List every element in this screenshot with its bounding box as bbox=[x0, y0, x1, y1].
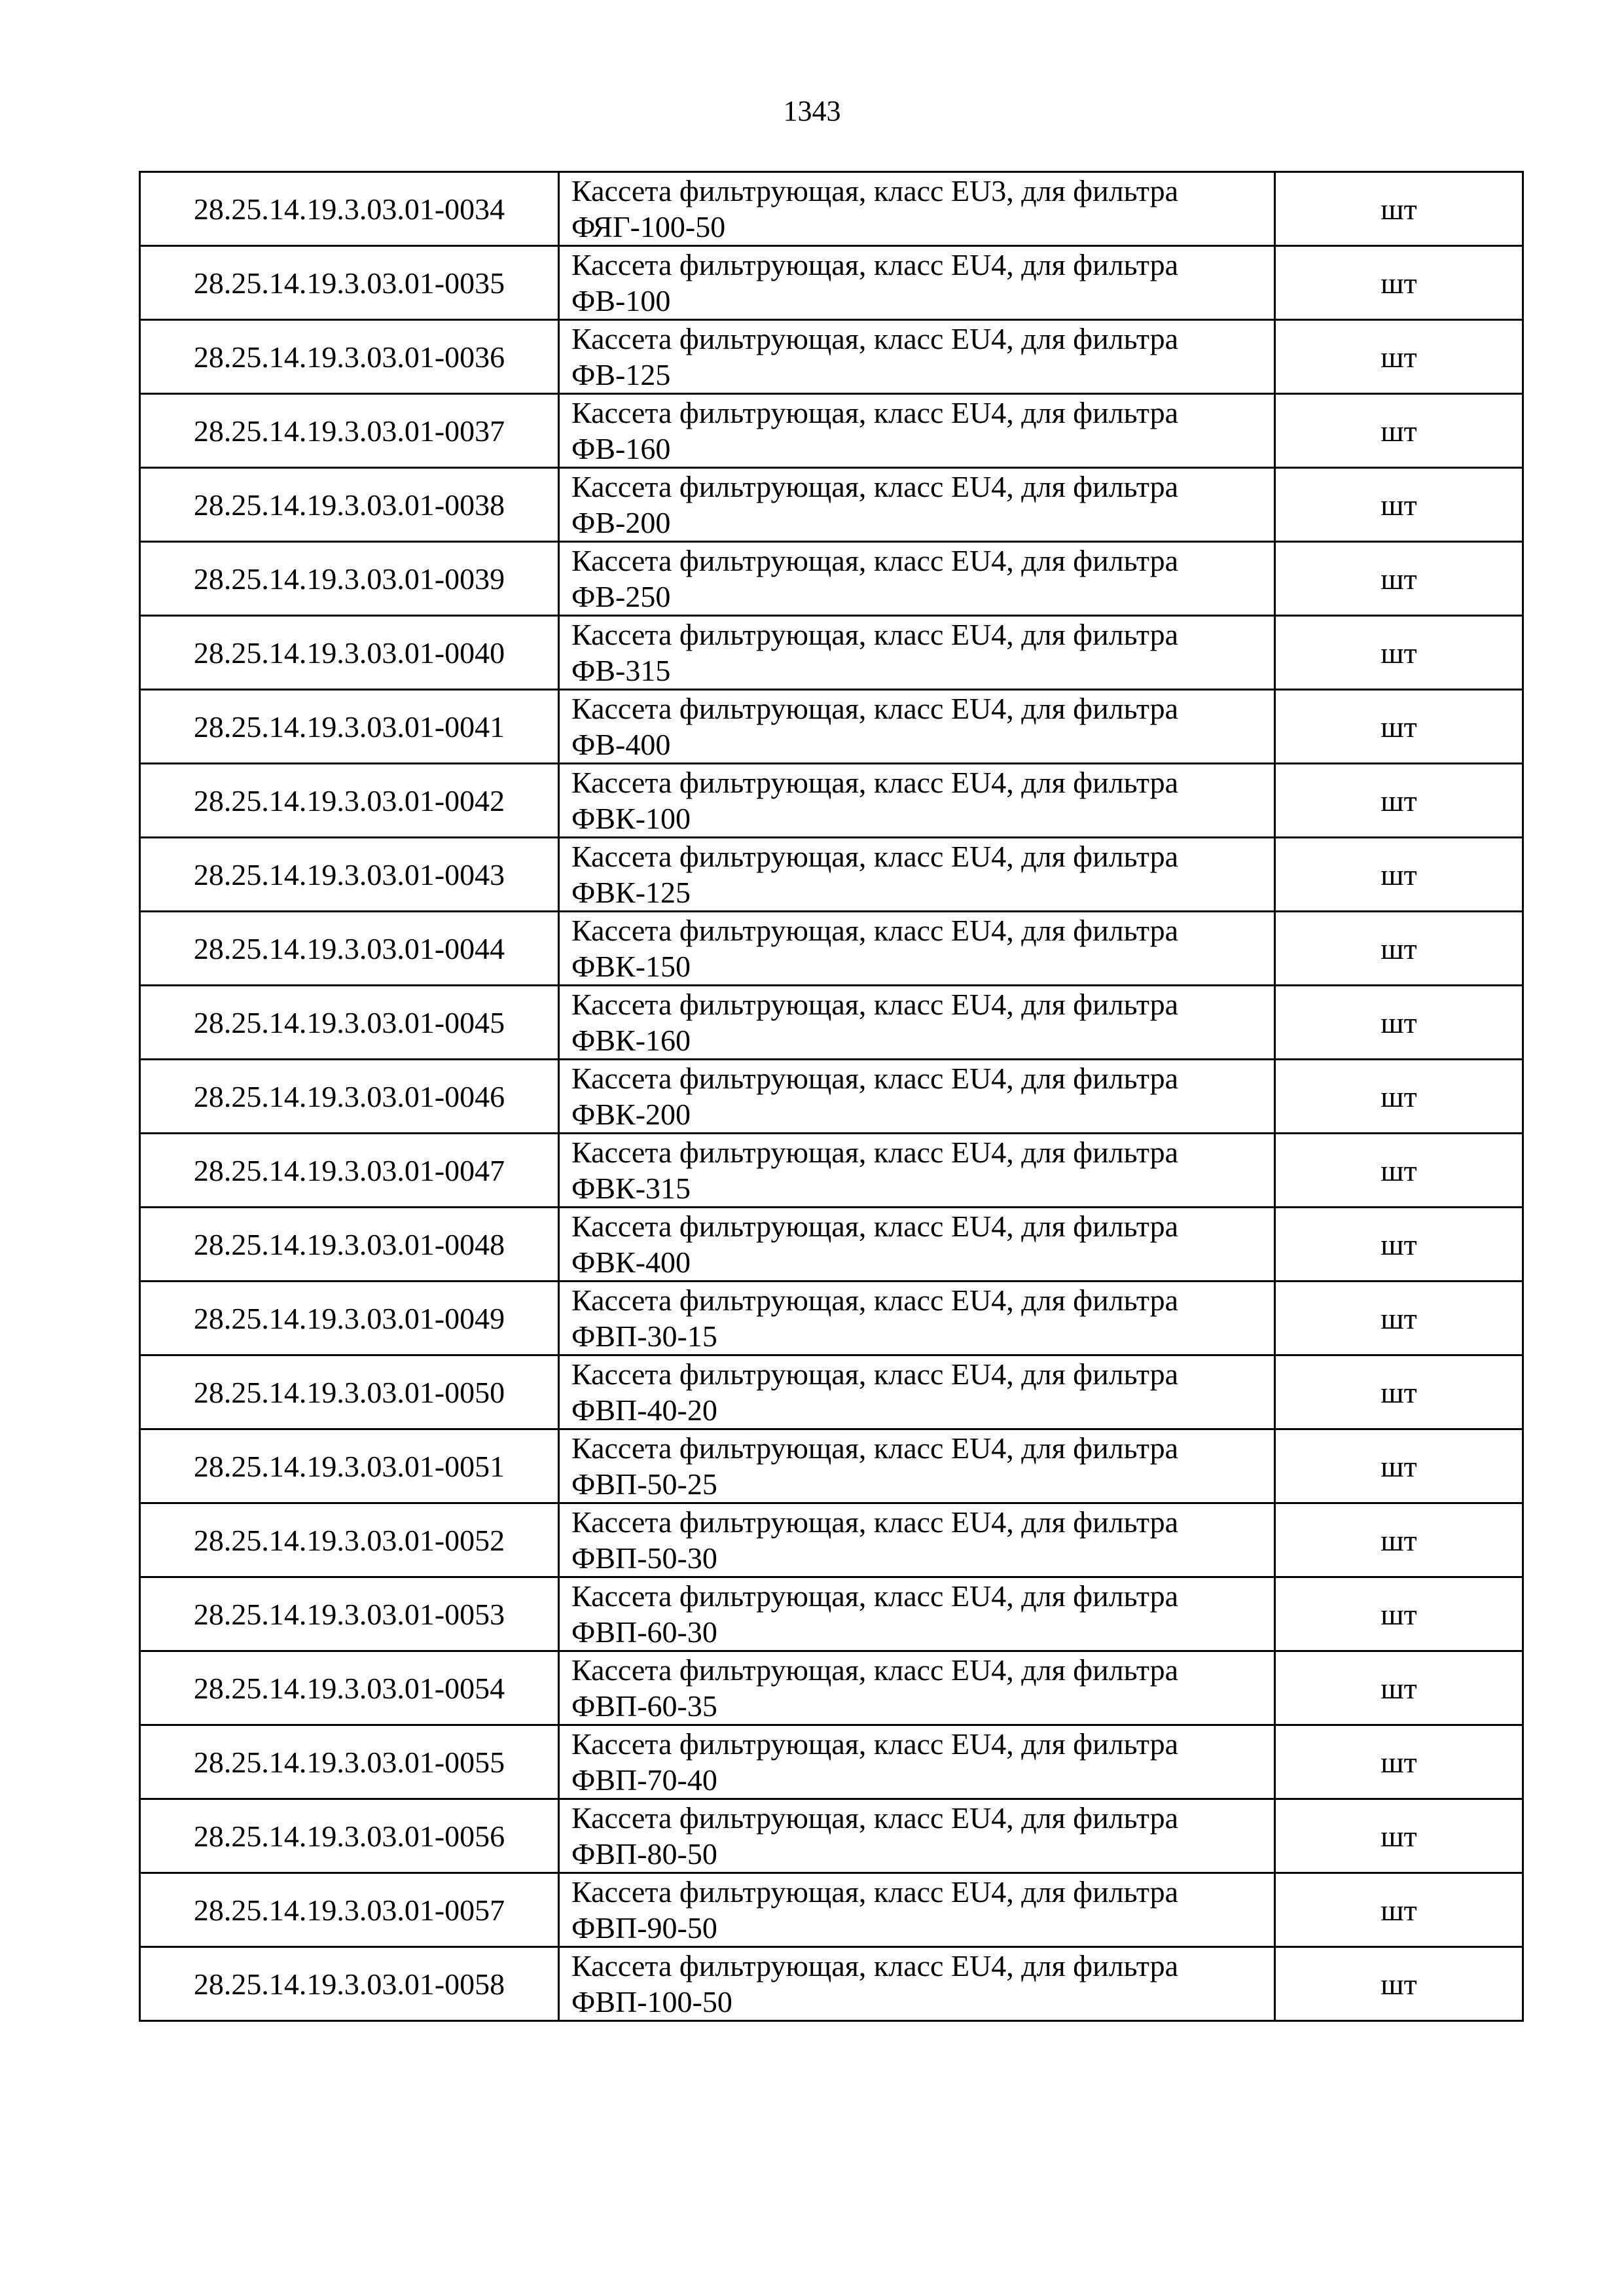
resource-name-cell bbox=[559, 764, 1275, 838]
resource-name-line: Кассета фильтрующая, класс EU4, для фильтра bbox=[571, 1875, 1178, 1909]
table-row bbox=[140, 912, 1523, 986]
unit-cell: шт bbox=[1275, 542, 1523, 616]
unit-cell: шт bbox=[1275, 1282, 1523, 1355]
resource-name-cell bbox=[559, 1134, 1275, 1208]
resource-code-cell: 28.25.14.19.3.03.01-0058 bbox=[140, 1947, 559, 2021]
resource-code-cell: 28.25.14.19.3.03.01-0042 bbox=[140, 764, 559, 838]
resource-name-line: Кассета фильтрующая, класс EU4, для фильтра bbox=[571, 1283, 1178, 1317]
filter-model: ФВП-100-50 bbox=[571, 1985, 732, 2018]
resource-name-line: Кассета фильтрующая, класс EU4, для фильтра bbox=[571, 1653, 1178, 1687]
unit-cell: шт bbox=[1275, 986, 1523, 1060]
table-body bbox=[140, 172, 1523, 2021]
unit-cell: шт bbox=[1275, 838, 1523, 912]
resource-name-line: Кассета фильтрующая, класс EU4, для фильтра bbox=[571, 914, 1178, 947]
filter-model: ФВП-60-35 bbox=[571, 1689, 717, 1723]
filter-model: ФВК-400 bbox=[571, 1246, 691, 1279]
table-row bbox=[140, 986, 1523, 1060]
unit-cell: шт bbox=[1275, 1208, 1523, 1282]
resource-code-cell: 28.25.14.19.3.03.01-0035 bbox=[140, 246, 559, 320]
table-row bbox=[140, 616, 1523, 690]
filter-model: ФВК-100 bbox=[571, 802, 691, 835]
resource-code-cell: 28.25.14.19.3.03.01-0036 bbox=[140, 320, 559, 394]
resource-name-cell bbox=[559, 1208, 1275, 1282]
filter-model: ФВ-200 bbox=[571, 506, 671, 539]
resource-name-cell bbox=[559, 986, 1275, 1060]
resource-code-cell: 28.25.14.19.3.03.01-0045 bbox=[140, 986, 559, 1060]
table-row bbox=[140, 246, 1523, 320]
table-row bbox=[140, 1503, 1523, 1577]
unit-cell: шт bbox=[1275, 1799, 1523, 1873]
filter-model: ФВ-250 bbox=[571, 580, 671, 613]
resource-code-cell: 28.25.14.19.3.03.01-0046 bbox=[140, 1060, 559, 1134]
table-row bbox=[140, 468, 1523, 542]
resource-code-cell: 28.25.14.19.3.03.01-0034 bbox=[140, 172, 559, 246]
unit-cell: шт bbox=[1275, 172, 1523, 246]
filter-model: ФВ-125 bbox=[571, 358, 671, 391]
table-row bbox=[140, 838, 1523, 912]
table-row bbox=[140, 1134, 1523, 1208]
filter-model: ФВК-315 bbox=[571, 1172, 691, 1205]
unit-cell: шт bbox=[1275, 394, 1523, 468]
resource-name-cell bbox=[559, 1799, 1275, 1873]
unit-cell: шт bbox=[1275, 912, 1523, 986]
unit-cell: шт bbox=[1275, 1355, 1523, 1429]
resource-name-cell bbox=[559, 1282, 1275, 1355]
resource-name-cell bbox=[559, 246, 1275, 320]
resource-name-line: Кассета фильтрующая, класс EU4, для фильтра bbox=[571, 840, 1178, 873]
resource-name-line: Кассета фильтрующая, класс EU4, для фильтра bbox=[571, 1210, 1178, 1243]
resource-name-line: Кассета фильтрующая, класс EU4, для фильтра bbox=[571, 1801, 1178, 1835]
resource-code-cell: 28.25.14.19.3.03.01-0047 bbox=[140, 1134, 559, 1208]
unit-cell: шт bbox=[1275, 1134, 1523, 1208]
resource-name-cell bbox=[559, 394, 1275, 468]
filter-model: ФВП-80-50 bbox=[571, 1837, 717, 1871]
resource-code-cell: 28.25.14.19.3.03.01-0057 bbox=[140, 1873, 559, 1947]
filter-model: ФЯГ-100-50 bbox=[571, 210, 726, 243]
unit-cell: шт bbox=[1275, 1947, 1523, 2021]
filter-model: ФВП-50-25 bbox=[571, 1467, 717, 1501]
resource-code-cell: 28.25.14.19.3.03.01-0054 bbox=[140, 1651, 559, 1725]
unit-cell: шт bbox=[1275, 764, 1523, 838]
filter-model: ФВП-60-30 bbox=[571, 1615, 717, 1649]
resource-code-cell: 28.25.14.19.3.03.01-0039 bbox=[140, 542, 559, 616]
resource-name-cell bbox=[559, 1503, 1275, 1577]
table-row bbox=[140, 764, 1523, 838]
unit-cell: шт bbox=[1275, 1429, 1523, 1503]
filter-model: ФВК-150 bbox=[571, 950, 691, 983]
resource-name-cell bbox=[559, 1355, 1275, 1429]
unit-cell: шт bbox=[1275, 616, 1523, 690]
table-row bbox=[140, 320, 1523, 394]
unit-cell: шт bbox=[1275, 1503, 1523, 1577]
unit-cell: шт bbox=[1275, 1060, 1523, 1134]
resource-name-cell bbox=[559, 468, 1275, 542]
resource-code-cell: 28.25.14.19.3.03.01-0043 bbox=[140, 838, 559, 912]
unit-cell: шт bbox=[1275, 1651, 1523, 1725]
filter-model: ФВ-100 bbox=[571, 284, 671, 317]
resource-name-line: Кассета фильтрующая, класс EU4, для фильтра bbox=[571, 322, 1178, 355]
resource-name-cell bbox=[559, 172, 1275, 246]
resource-code-cell: 28.25.14.19.3.03.01-0038 bbox=[140, 468, 559, 542]
resource-code-cell: 28.25.14.19.3.03.01-0055 bbox=[140, 1725, 559, 1799]
table-row bbox=[140, 542, 1523, 616]
unit-cell: шт bbox=[1275, 1873, 1523, 1947]
resource-name-cell bbox=[559, 1577, 1275, 1651]
unit-cell: шт bbox=[1275, 1725, 1523, 1799]
resource-name-line: Кассета фильтрующая, класс EU4, для фильтра bbox=[571, 1949, 1178, 1982]
table-row bbox=[140, 1282, 1523, 1355]
page-number: 1343 bbox=[783, 95, 841, 127]
resource-code-cell: 28.25.14.19.3.03.01-0044 bbox=[140, 912, 559, 986]
unit-cell: шт bbox=[1275, 246, 1523, 320]
filter-model: ФВ-315 bbox=[571, 654, 671, 687]
resource-name-cell bbox=[559, 1947, 1275, 2021]
filter-model: ФВ-160 bbox=[571, 432, 671, 465]
resource-table bbox=[139, 171, 1524, 2022]
table-row bbox=[140, 1060, 1523, 1134]
resource-name-cell bbox=[559, 838, 1275, 912]
table-row bbox=[140, 394, 1523, 468]
resource-name-line: Кассета фильтрующая, класс EU4, для фильтра bbox=[571, 1062, 1178, 1095]
filter-model: ФВП-40-20 bbox=[571, 1393, 717, 1427]
resource-name-line: Кассета фильтрующая, класс EU4, для фильтра bbox=[571, 1431, 1178, 1465]
resource-code-cell: 28.25.14.19.3.03.01-0041 bbox=[140, 690, 559, 764]
filter-model: ФВП-50-30 bbox=[571, 1541, 717, 1575]
resource-code-cell: 28.25.14.19.3.03.01-0051 bbox=[140, 1429, 559, 1503]
filter-model: ФВП-30-15 bbox=[571, 1319, 717, 1353]
table-row bbox=[140, 1873, 1523, 1947]
table-row bbox=[140, 690, 1523, 764]
filter-model: ФВК-200 bbox=[571, 1098, 691, 1131]
table-row bbox=[140, 1651, 1523, 1725]
resource-name-line: Кассета фильтрующая, класс EU4, для фильтра bbox=[571, 1505, 1178, 1539]
resource-name-cell bbox=[559, 1725, 1275, 1799]
resource-code-cell: 28.25.14.19.3.03.01-0053 bbox=[140, 1577, 559, 1651]
resource-name-line: Кассета фильтрующая, класс EU4, для фильтра bbox=[571, 618, 1178, 651]
filter-model: ФВК-160 bbox=[571, 1024, 691, 1057]
filter-model: ФВ-400 bbox=[571, 728, 671, 761]
resource-code-cell: 28.25.14.19.3.03.01-0050 bbox=[140, 1355, 559, 1429]
table-row bbox=[140, 1725, 1523, 1799]
resource-name-line: Кассета фильтрующая, класс EU4, для фильтра bbox=[571, 988, 1178, 1021]
unit-cell: шт bbox=[1275, 320, 1523, 394]
filter-model: ФВК-125 bbox=[571, 876, 691, 909]
unit-cell: шт bbox=[1275, 690, 1523, 764]
resource-code-cell: 28.25.14.19.3.03.01-0056 bbox=[140, 1799, 559, 1873]
resource-name-line: Кассета фильтрующая, класс EU4, для фильтра bbox=[571, 692, 1178, 725]
resource-name-cell bbox=[559, 690, 1275, 764]
resource-code-cell: 28.25.14.19.3.03.01-0048 bbox=[140, 1208, 559, 1282]
resource-name-line: Кассета фильтрующая, класс EU4, для фильтра bbox=[571, 248, 1178, 281]
table-row bbox=[140, 1208, 1523, 1282]
resource-name-line: Кассета фильтрующая, класс EU4, для фильтра bbox=[571, 1579, 1178, 1613]
filter-model: ФВП-70-40 bbox=[571, 1763, 717, 1797]
resource-name-line: Кассета фильтрующая, класс EU4, для фильтра bbox=[571, 1727, 1178, 1761]
unit-cell: шт bbox=[1275, 1577, 1523, 1651]
table-row bbox=[140, 1577, 1523, 1651]
resource-name-line: Кассета фильтрующая, класс EU4, для фильтра bbox=[571, 1136, 1178, 1169]
filter-model: ФВП-90-50 bbox=[571, 1911, 717, 1945]
table-row bbox=[140, 172, 1523, 246]
table-row bbox=[140, 1947, 1523, 2021]
resource-code-cell: 28.25.14.19.3.03.01-0049 bbox=[140, 1282, 559, 1355]
resource-name-cell bbox=[559, 1060, 1275, 1134]
resource-name-cell bbox=[559, 1651, 1275, 1725]
resource-name-cell bbox=[559, 1873, 1275, 1947]
resource-code-cell: 28.25.14.19.3.03.01-0040 bbox=[140, 616, 559, 690]
resource-name-line: Кассета фильтрующая, класс EU4, для фильтра bbox=[571, 470, 1178, 503]
resource-name-line: Кассета фильтрующая, класс EU4, для фильтра bbox=[571, 396, 1178, 429]
resource-name-cell bbox=[559, 616, 1275, 690]
unit-cell: шт bbox=[1275, 468, 1523, 542]
resource-code-cell: 28.25.14.19.3.03.01-0052 bbox=[140, 1503, 559, 1577]
table-row bbox=[140, 1355, 1523, 1429]
resource-name-line: Кассета фильтрующая, класс EU4, для фильтра bbox=[571, 766, 1178, 799]
resource-code-cell: 28.25.14.19.3.03.01-0037 bbox=[140, 394, 559, 468]
table-row bbox=[140, 1429, 1523, 1503]
resource-name-line: Кассета фильтрующая, класс EU4, для фильтра bbox=[571, 544, 1178, 577]
resource-name-cell bbox=[559, 320, 1275, 394]
resource-name-line: Кассета фильтрующая, класс EU4, для фильтра bbox=[571, 1357, 1178, 1391]
resource-name-cell bbox=[559, 542, 1275, 616]
resource-name-cell bbox=[559, 912, 1275, 986]
resource-name-line: Кассета фильтрующая, класс EU3, для фильтра bbox=[571, 174, 1178, 207]
resource-name-cell bbox=[559, 1429, 1275, 1503]
table-row bbox=[140, 1799, 1523, 1873]
